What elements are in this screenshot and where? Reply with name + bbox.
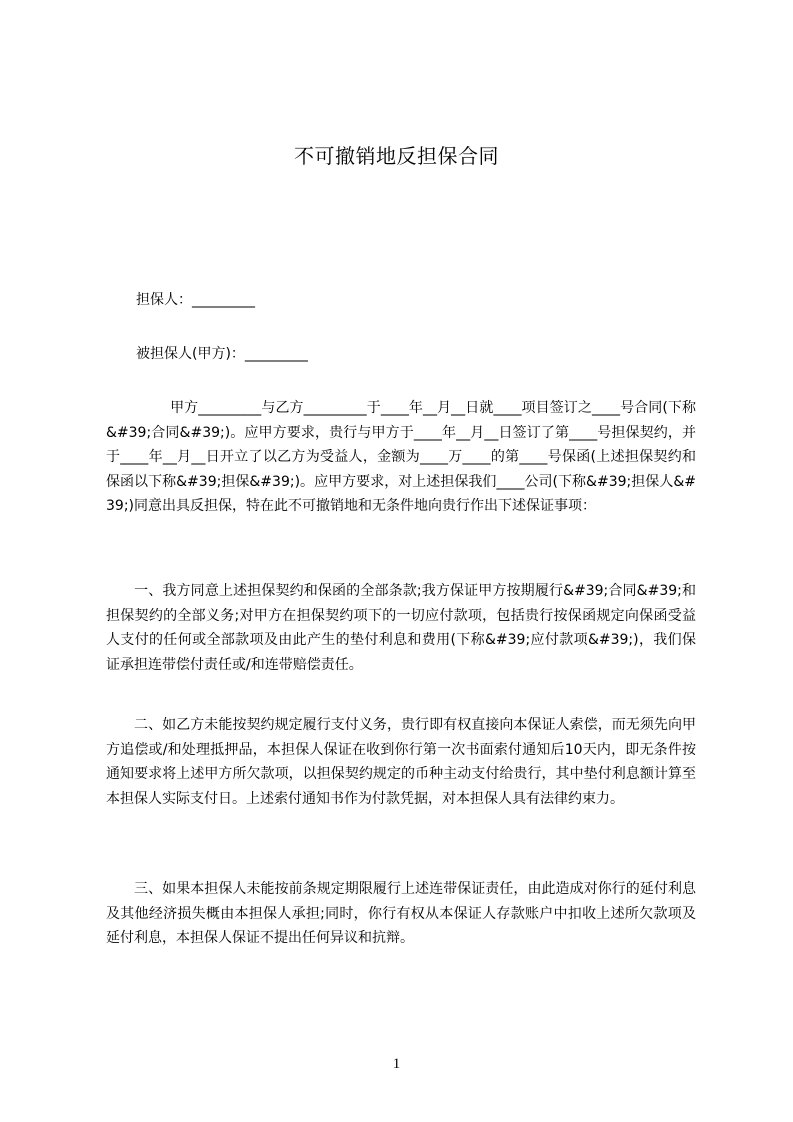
clause-2-text: 二、如乙方未能按契约规定履行支付义务，贵行即有权直接向本保证人索偿，而无须先向甲方追偿或/和处理抵押品，本担保人保证在收到你行第一次书面索付通知后10天内，即无条件按通知要求将上述甲方所欠款项，以担保契约规定的币种主动支付给贵行，其中垫付利息额计算至本担保人实际支付日。上述索付通知书作为付款凭据，对本担保人具有法律约束力。 (106, 717, 696, 807)
intro-text: 甲方_________与乙方_________于____年__月__日就____项目签订之____号合同(下称&#39;合同&#39;)。应甲方要求，贵行与甲方于____年__月__日签订了第____号担保契约，并于____年__月__日开立了以乙方为受益人，金额为____万____的第____号保函(上述担保契约和保函以下称&#39;担保&#39;)。应甲方要求，对上述担保我们____公司(下称&#39;担保人&#39;)同意出具反担保，特在此不可撤销地和无条件地向贵行作出下述保证事项： (106, 400, 696, 514)
page-number: 1 (392, 1056, 401, 1072)
guaranteed-party-field: 被担保人(甲方)：_________ (136, 346, 308, 362)
clause-3-paragraph (106, 877, 696, 957)
clause-1-text: 一、我方同意上述担保契约和保函的全部条款;我方保证甲方按期履行&#39;合同&#39;和担保契约的全部义务;对甲方在担保契约项下的一切应付款项，包括贵行按保函规定向保函受益人支付的任何或全部款项及由此产生的垫付利息和费用(下称&#39;应付款项&#39;)，我们保证承担连带偿付责任或/和连带赔偿责任。 (106, 583, 696, 673)
guarantor-field: 担保人：_________ (136, 292, 255, 308)
clause-1-paragraph (106, 579, 696, 683)
clause-3-text: 三、如果本担保人未能按前条规定期限履行上述连带保证责任，由此造成对你行的延付利息及其他经济损失概由本担保人承担;同时，你行有权从本保证人存款账户中扣收上述所欠款项及延付利息，本担保人保证不提出任何异议和抗辩。 (106, 881, 696, 946)
clause-2-paragraph (106, 713, 696, 841)
document-title: 不可撤销地反担保合同 (294, 144, 499, 168)
intro-paragraph (106, 396, 696, 548)
